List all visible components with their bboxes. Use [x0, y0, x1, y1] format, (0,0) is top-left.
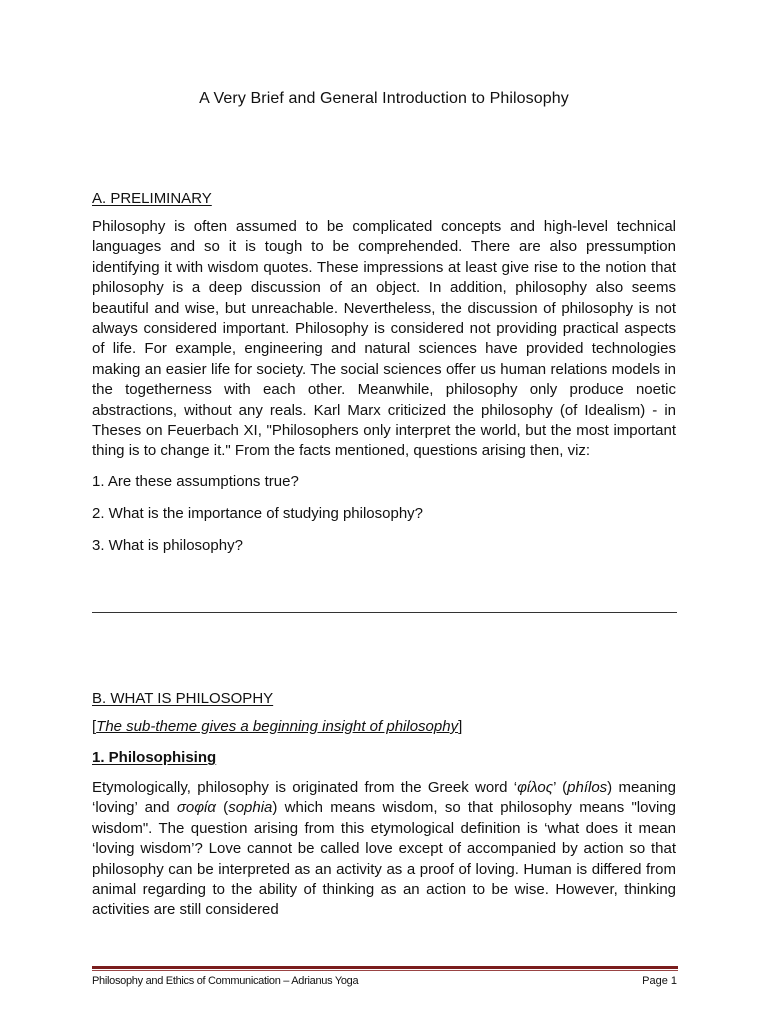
- section-divider: [92, 612, 677, 613]
- para-text: ’ (: [553, 779, 568, 796]
- philosophising-paragraph: [92, 778, 676, 921]
- section-a-heading: A. PRELIMINARY: [92, 190, 212, 207]
- para-text: (: [215, 799, 229, 817]
- transliteration-philos: phílos: [567, 779, 608, 796]
- question-item: 3. What is philosophy?: [92, 536, 243, 554]
- section-a-paragraph: Philosophy is often assumed to be complicated concepts and high-level technical languages and so it is tough to be comprehended. There are also pressumption identifying it with wisdom quotes. These impressions at least give rise to the notion that philosophy is a deep discussion of an object. In addition, philosophy also seems beautiful and wise, but unreachable. Nevertheless, the discussion of philosophy is not always considered important. Philosophy is considered not providing practical aspects of life. For example, engineering and natural sciences have provided technologies making an easier life for society. The social sciences offer us human relations models in the togetherness with each other. Meanwhile, philosophy only produce noetic abstractions, without any reals. Karl Marx criticized the philosophy (of Idealism) - in Theses on Feuerbach XI, "Philosophers only interpret the world, but the most important thing is to change it." From the facts mentioned, questions arising then, viz:: [92, 218, 676, 460]
- section-b: [92, 690, 676, 921]
- note-open-bracket: [: [92, 718, 97, 735]
- note-text: The sub-theme gives a beginning insight of philosophy: [96, 718, 459, 735]
- section-a: [92, 190, 676, 568]
- sub-theme-note: [92, 717, 676, 737]
- para-text: Etymologically, philosophy is originated from the Greek word ‘: [92, 779, 518, 796]
- greek-word-philos: φίλος: [517, 779, 554, 796]
- question-list: [92, 472, 676, 556]
- para-text: ) which means wisdom, so that philosophy means "loving wisdom". The question arising from this etymological definition is ‘what does it mean ‘loving wisdom’? Love cannot be called love except of accompanied by action so that philosophy can be interpreted as an activity as a proof of loving. Human is differed from animal regarding to the ability of thinking as an action to be wise. However, thinking activities are still considered: [92, 799, 676, 919]
- footer-rule-thick: [92, 966, 678, 969]
- para-text: ) meaning ‘loving’ and: [92, 779, 676, 817]
- footer-rule-thin: [92, 970, 678, 971]
- note-close-bracket: ]: [458, 718, 463, 735]
- question-item: 2. What is the importance of studying philosophy?: [92, 504, 424, 522]
- question-item: 1. Are these assumptions true?: [92, 472, 299, 490]
- footer-page-number: Page 1: [642, 975, 677, 987]
- transliteration-sophia: sophia: [228, 799, 273, 817]
- section-b-heading: B. WHAT IS PHILOSOPHY: [92, 690, 274, 707]
- footer-course-author: Philosophy and Ethics of Communication – Adrianus Yoga: [92, 975, 359, 987]
- document-title: A Very Brief and General Introduction to Philosophy: [199, 90, 569, 107]
- subsection-heading: 1. Philosophising: [92, 749, 217, 766]
- greek-word-sophia: σοφία: [176, 799, 216, 817]
